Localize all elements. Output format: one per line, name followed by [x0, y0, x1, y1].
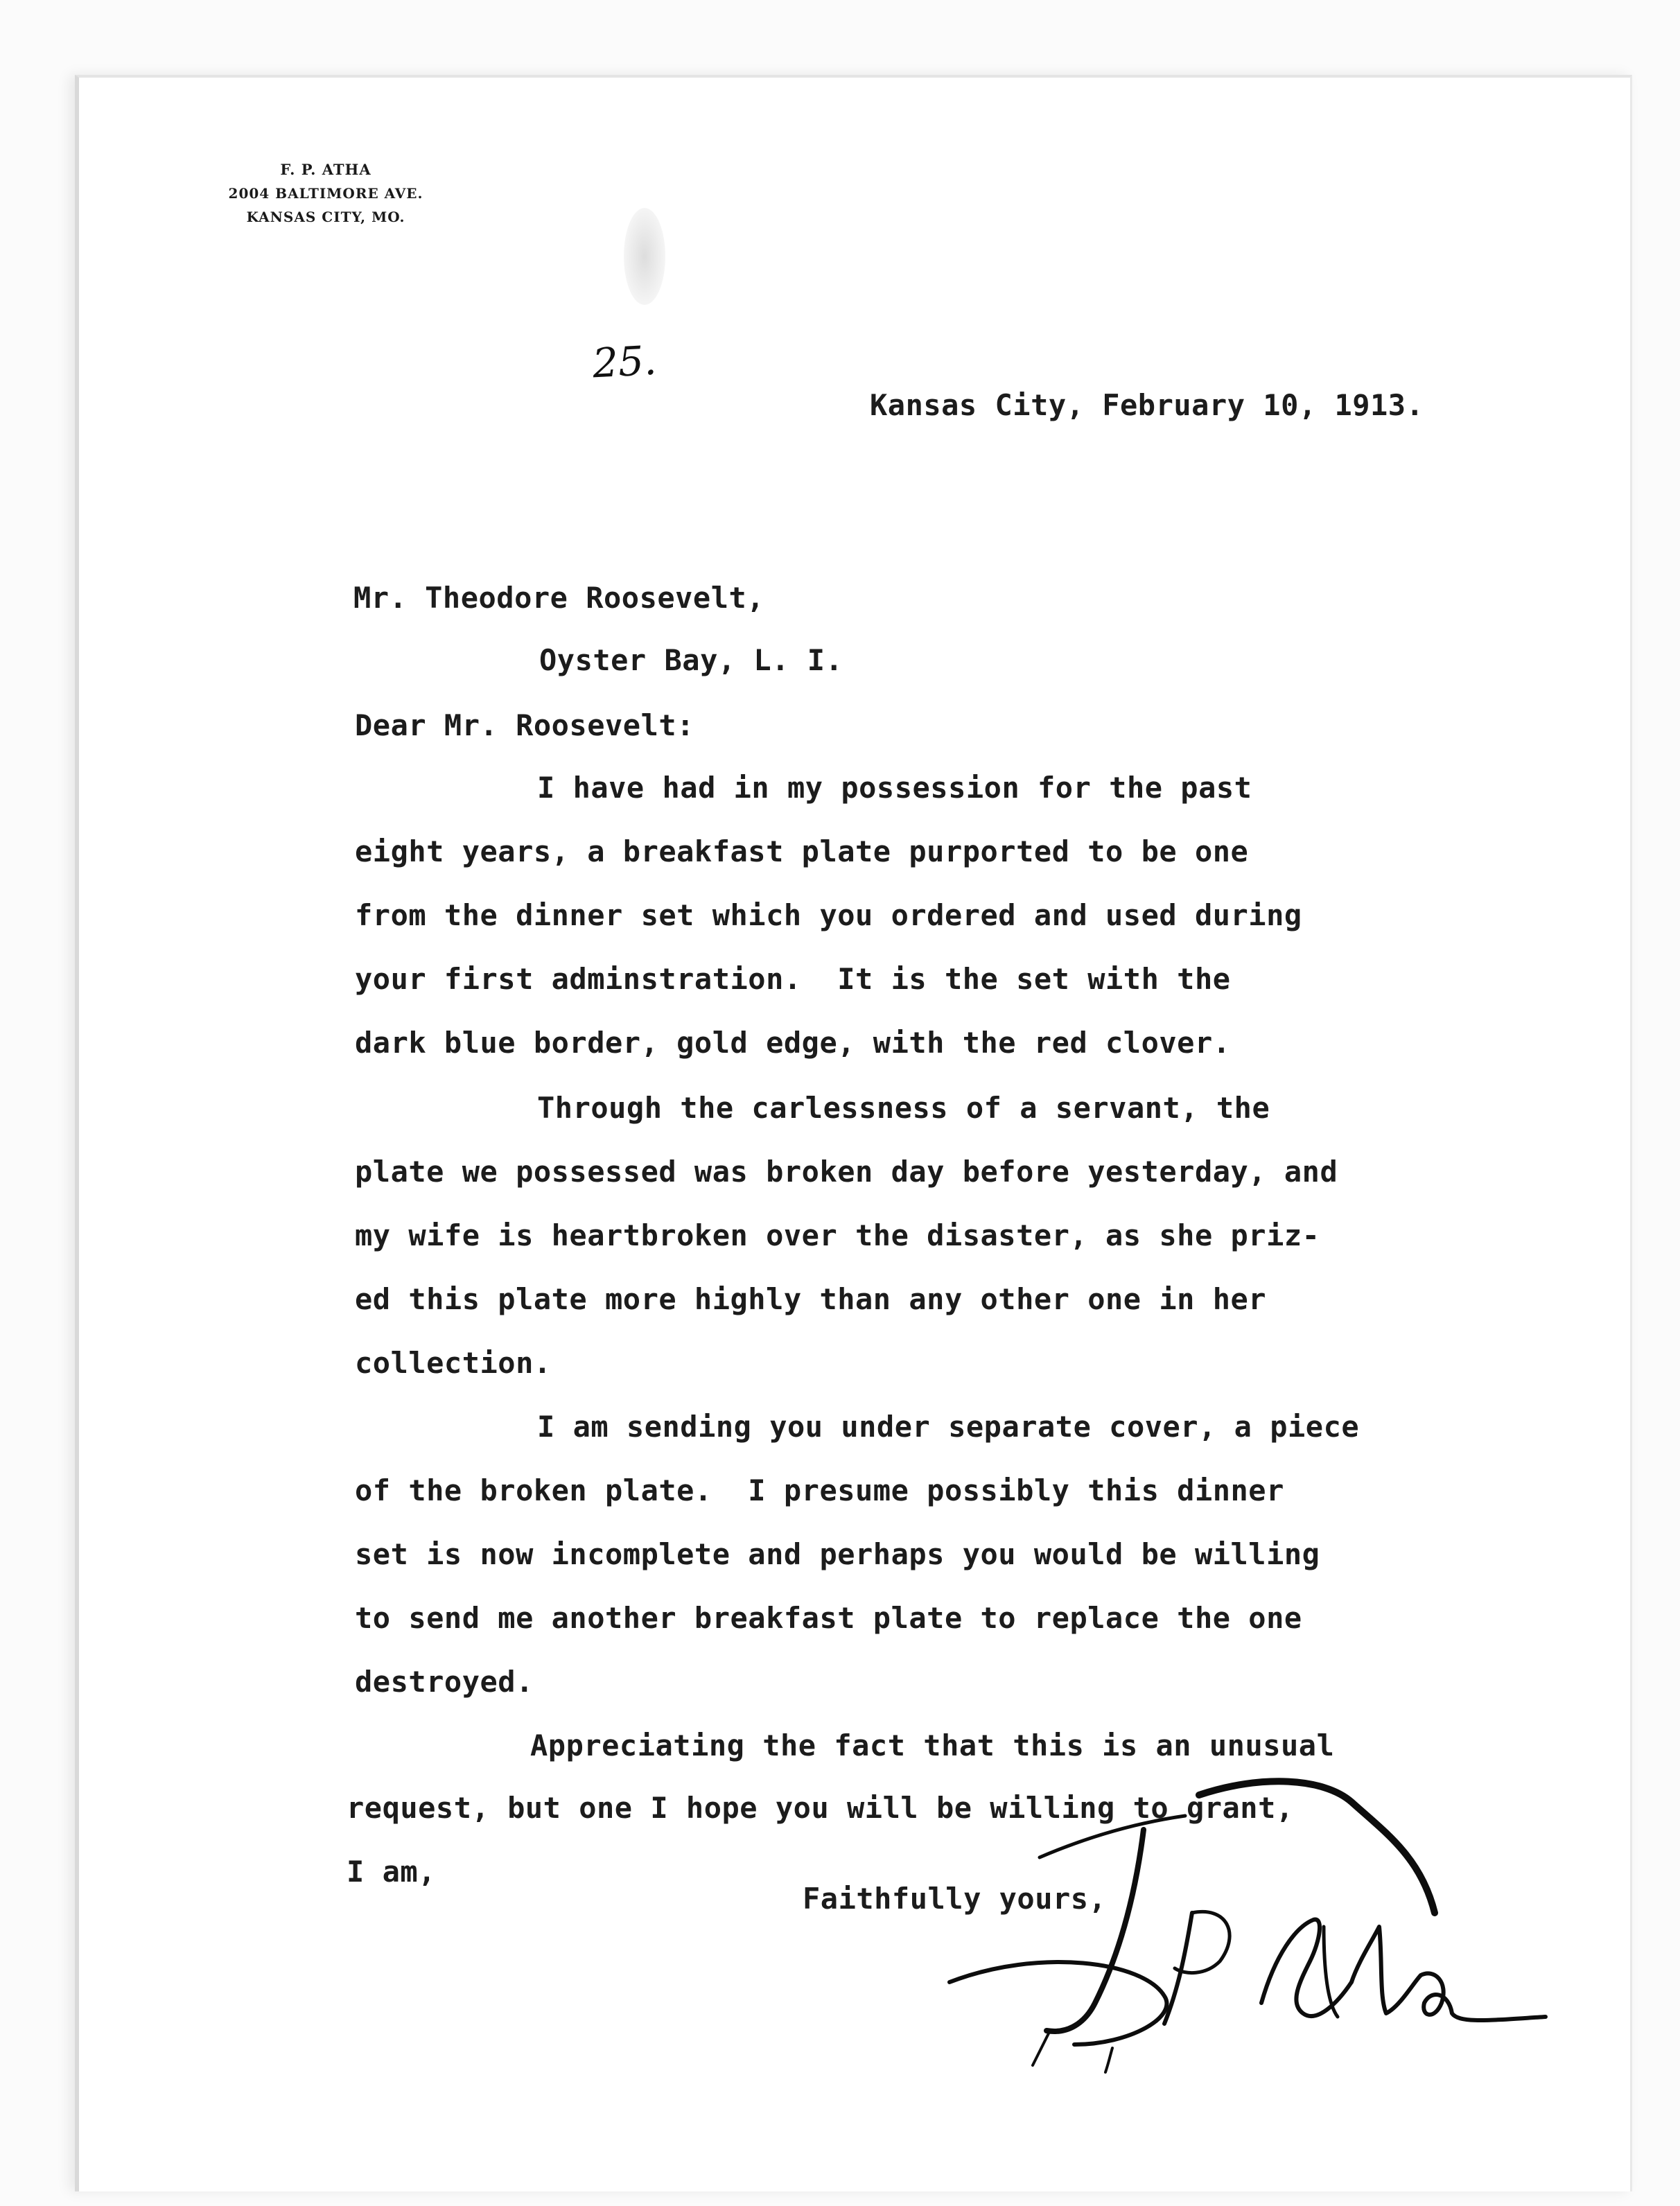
closing: Faithfully yours, [803, 1882, 1107, 1916]
body-line: collection. [355, 1346, 552, 1380]
body-line: ed this plate more highly than any other one in her [355, 1282, 1267, 1316]
recipient-name: Mr. Theodore Roosevelt, [353, 581, 765, 615]
body-line: of the broken plate. I presume possibly this dinner [355, 1473, 1284, 1507]
recipient-location: Oyster Bay, L. I. [539, 643, 843, 677]
body-line: set is now incomplete and perhaps you would be willing [355, 1537, 1320, 1571]
body-line: Appreciating the fact that this is an unusual [530, 1728, 1335, 1762]
body-line: I am sending you under separate cover, a piece [537, 1410, 1360, 1444]
body-line: Through the carlessness of a servant, the [537, 1091, 1270, 1125]
body-line: I am, [347, 1855, 436, 1889]
letterhead-address: 2004 BALTIMORE AVE. [228, 185, 423, 202]
body-line: your first adminstration. It is the set with the [355, 962, 1231, 996]
date-line: Kansas City, February 10, 1913. [870, 388, 1424, 422]
body-line: from the dinner set which you ordered and used during [355, 898, 1302, 932]
body-line: to send me another breakfast plate to replace the one [355, 1601, 1302, 1635]
body-line: I have had in my possession for the past [537, 771, 1252, 805]
body-line: request, but one I hope you will be willing to grant, [347, 1791, 1294, 1825]
letterhead-name: F. P. ATHA [280, 161, 371, 178]
handwritten-signature [936, 1774, 1559, 2121]
body-line: plate we possessed was broken day before yesterday, and [355, 1155, 1338, 1189]
handwritten-document-number: 25. [591, 336, 658, 387]
body-line: dark blue border, gold edge, with the red clover. [355, 1026, 1231, 1060]
salutation: Dear Mr. Roosevelt: [355, 708, 694, 742]
body-line: eight years, a breakfast plate purported to be one [355, 834, 1249, 868]
body-line: my wife is heartbroken over the disaster, as she priz- [355, 1218, 1320, 1252]
letterhead-city: KANSAS CITY, MO. [246, 209, 405, 225]
body-line: destroyed. [355, 1665, 534, 1699]
